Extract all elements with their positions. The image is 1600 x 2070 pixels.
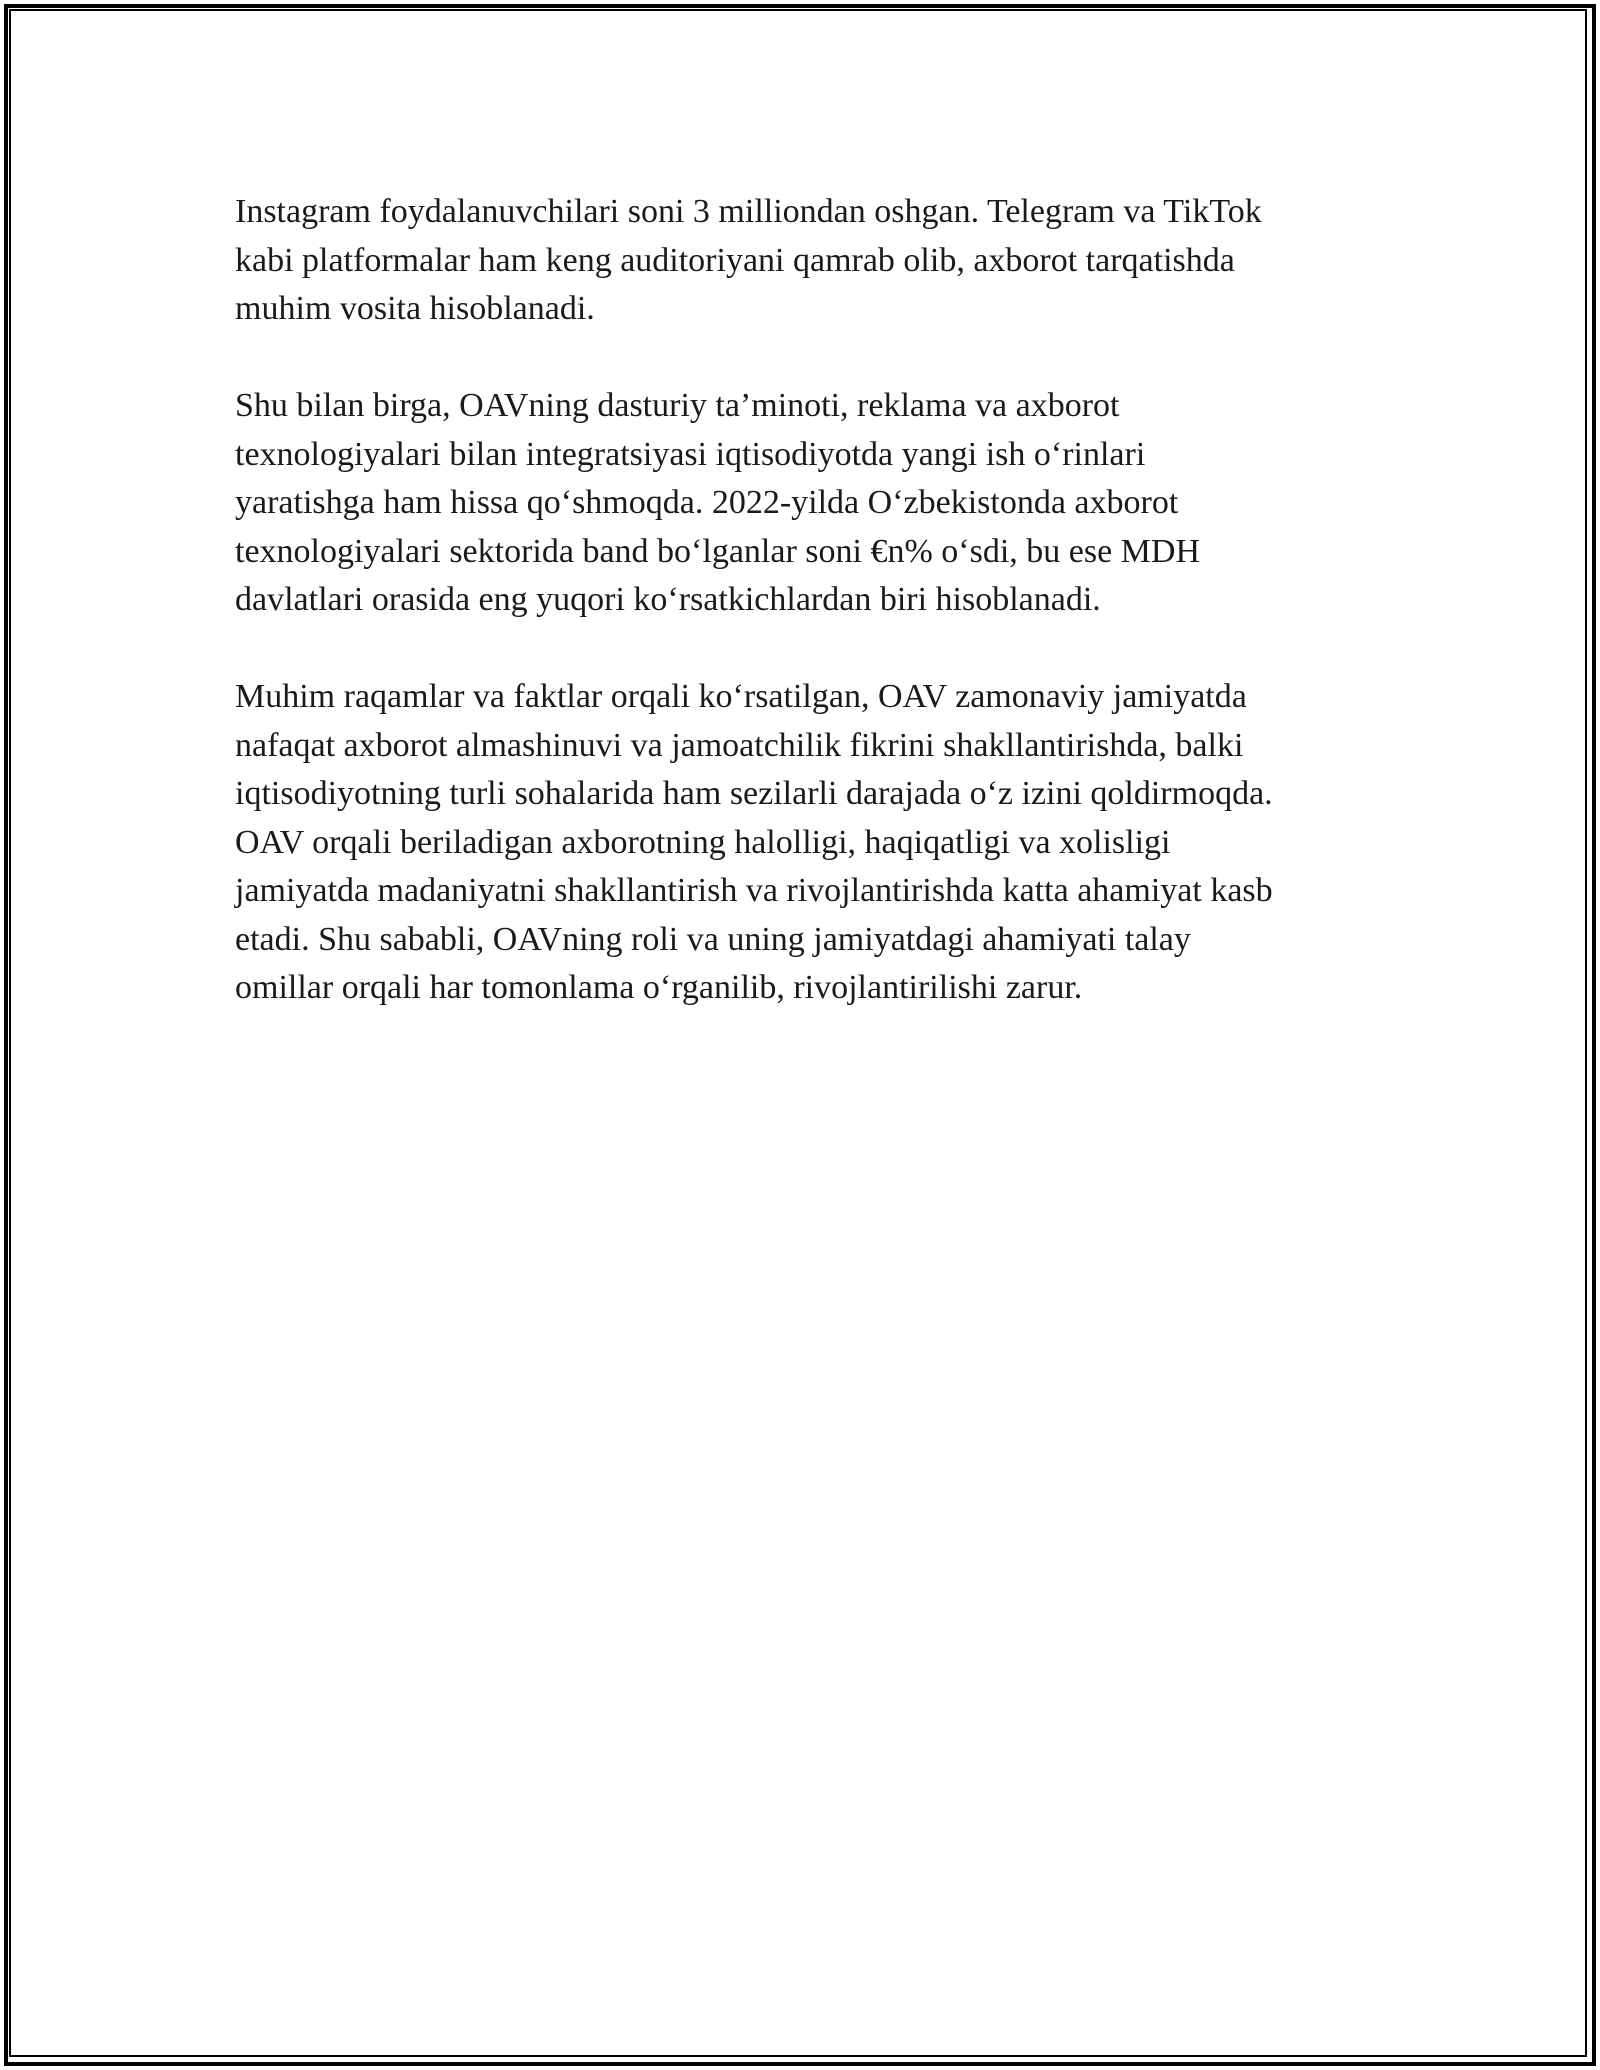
paragraph-line: texnologiyalari sektorida band bo‘lganlar soni €n% o‘sdi, bu ese MDH [235,532,1201,570]
paragraph-line: kabi platformalar ham keng auditoriyani qamrab olib, axborot tarqatishda [235,241,1235,279]
paragraph-1 [235,188,1395,334]
paragraph-line: Muhim raqamlar va faktlar orqali ko‘rsatilgan, OAV zamonaviy jamiyatda [235,678,1247,715]
paragraph-line: davlatlari orasida eng yuqori ko‘rsatkichlardan biri hisoblanadi. [235,581,1101,618]
paragraph-line: etadi. Shu sababli, OAVning roli va uning jamiyatdagi ahamiyati talay [235,920,1191,958]
paragraph-line: Instagram foydalanuvchilari soni 3 milliondan oshgan. Telegram va TikTok [235,193,1262,230]
document-body [235,188,1395,1061]
paragraph-3 [235,673,1395,1013]
paragraph-line: jamiyatda madaniyatni shakllantirish va rivojlantirishda katta ahamiyat kasb [235,872,1273,909]
paragraph-line: iqtisodiyotning turli sohalarida ham sezilarli darajada o‘z izini qoldirmoqda. [235,775,1273,812]
paragraph-line: nafaqat axborot almashinuvi va jamoatchilik fikrini shakllantirishda, balki [235,726,1244,764]
paragraph-line: OAV orqali beriladigan axborotning halolligi, haqiqatligi va xolisligi [235,823,1171,861]
paragraph-line: muhim vosita hisoblanadi. [235,290,595,327]
paragraph-line: yaratishga ham hissa qo‘shmoqda. 2022-yilda O‘zbekistonda axborot [235,484,1179,521]
paragraph-line: texnologiyalari bilan integratsiyasi iqtisodiyotda yangi ish o‘rinlari [235,435,1146,473]
paragraph-2 [235,382,1395,625]
paragraph-line: Shu bilan birga, OAVning dasturiy ta’minoti, reklama va axborot [235,387,1120,424]
paragraph-line: omillar orqali har tomonlama o‘rganilib, rivojlantirilishi zarur. [235,969,1083,1006]
